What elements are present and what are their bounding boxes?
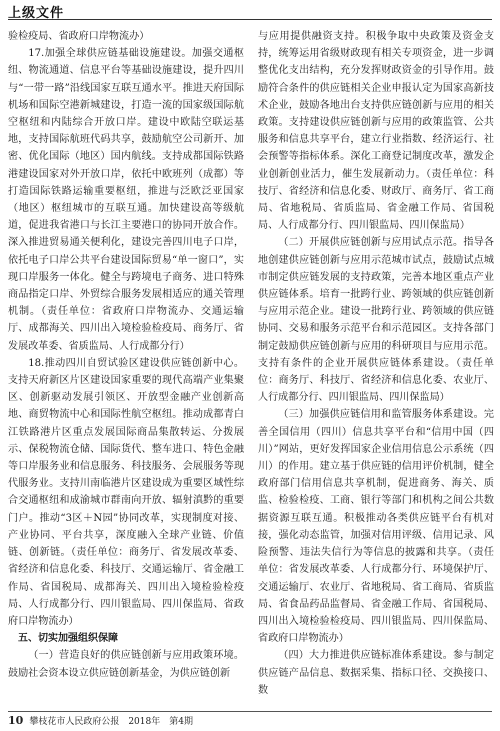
right-column — [258, 28, 494, 708]
paragraph: （四）大力推进供应链标准体系建设。参与制定供应链产品信息、数据采集、指标口径、交换接口、数 — [258, 650, 494, 696]
header-rule — [8, 19, 492, 20]
paragraph: （二）开展供应链创新与应用试点示范。指导各地创建供应链创新与应用示范城市试点，鼓励试点城市制定供应链发展的支持政策，完善本地区重点产业供应链体系。培育一批跨行业、跨领域的供应链创新与应用示范企业。建设一批跨行业、跨领域的供应链协同、交易和服务示范平台和示范园区。支持各部门制定鼓励供应链创新与应用的科研项目与应用示范。支持有条件的企业开展供应链体系建设。（责任单位：商务厅、科技厅、省经济和信息化委、农业厅、人行成都分行、四川银监局、四川保监局） — [258, 237, 494, 404]
left-column — [8, 28, 244, 708]
publication-info: 攀枝花市人民政府公报 2018年 第4期 — [29, 717, 193, 727]
header-title: 上级文件 — [8, 6, 65, 21]
paragraph: （三）加强供应链信用和监管服务体系建设。完善全国信用（四川）信息共享平台和“信用中国（四川）”网站，更好发挥国家企业信用信息公示系统（四川）的作用。建立基于供应链的信用评价机制，健全政府部门信用信息共享机制，促进商务、海关、质监、检验检疫、工商、银行等部门和机构之间公共数据资源互联互通。积极推动各类供应链平台有机对接，强化动态监管，加强对信用评级、信用记录、风险预警、违法失信行为等信息的披露和共享。（责任单位：省发展改革委、人行成都分行、环境保护厅、交通运输厅、农业厅、省地税局、省工商局、省质监局、省食品药品监督局、省金融工作局、省国税局、四川出入境检验检疫局、四川银监局、四川保监局、省政府口岸物流办） — [258, 409, 494, 645]
paragraph: 与应用提供融资支持。积极争取中央政策及资金支持，统筹运用省级财政现有相关专项资金，进一步调整优化支出结构，充分发挥财政资金的引导作用。鼓励符合条件的供应链相关企业申报认定为国家高新技术企业，鼓励各地出台支持供应链创新与应用的相关政策。支持建设供应链创新与应用的政策监管、公共服务和信息共享平台，建立行业指数、经济运行、社会预警等指标体系。深化工商登记制度改革，激发企业创新创业活力，催生发展新动力。（责任单位：科技厅、省经济和信息化委、财政厅、商务厅、省工商局、省地税局、省质监局、省金融工作局、省国税局、人行成都分行、四川银监局、四川保监局） — [258, 31, 494, 232]
paragraph: 17.加强全球供应链基础设施建设。加强交通枢纽、物流通道、信息平台等基础设施建设，提升四川与“一带一路”沿线国家互联互通水平。推进天府国际机场和国际空港新城建设，打造一流的国家级国际航空枢纽和内陆综合开放口岸。建设中欧陆空联运基地，支持国际航班代码共享，鼓励航空公司新开、加密、优化国际（地区）国内航线。支持成都国际铁路港建设国家对外开放口岸，依托中欧班列（成都）等打造国际铁路运输重要枢纽，推进与泛欧泛亚国家（地区）枢纽城市的互联互通。加快建设高等级航道，促进我省港口与长江主要港口的协同开放合作。深入推进贸易通关便利化，建设完善四川电子口岸，依托电子口岸公共平台建设国际贸易“单一窗口”，实现口岸服务一体化。健全与跨境电子商务、进口特殊商品指定口岸、外贸综合服务发展相适应的通关管理机制。（责任单位：省政府口岸物流办、交通运输厅、成都海关、四川出入境检验检疫局、商务厅、省发展改革委、省质监局、人行成都分行） — [8, 48, 244, 352]
page-footer — [8, 711, 492, 727]
footer-rule — [8, 711, 492, 712]
section-heading: 五、切实加强组织保障 — [18, 633, 118, 645]
paragraph: 18.推动四川自贸试验区建设供应链创新中心。支持天府新区片区建设国家重要的现代高端产业集聚区、创新驱动发展引领区、开放型金融产业创新高地、商贸物流中心和国际性航空枢纽。推动成都青白江铁路港片区重点发展国际商品集散转运、分拨展示、保税物流仓储、国际货代、整车进口、特色金融等口岸服务业和信息服务、科技服务、会展服务等现代服务业。支持川南临港片区建设成为重要区域性综合交通枢纽和成渝城市群南向开放、辐射滇黔的重要门户。推动“3区＋N园”协同改革，实现制度对接、产业协同、平台共享，深度融入全球产业链、价值链、创新链。（责任单位：商务厅、省发展改革委、省经济和信息化委、科技厅、交通运输厅、省金融工作局、省国税局、成都海关、四川出入境检验检疫局、人行成都分行、四川银监局、四川保监局、省政府口岸物流办） — [8, 357, 244, 627]
paragraph: 验检疫局、省政府口岸物流办） — [8, 31, 150, 42]
body-columns — [8, 28, 494, 708]
footer-line — [8, 714, 193, 727]
page-number: 10 — [8, 714, 24, 727]
page-header — [0, 0, 500, 20]
paragraph: （一）营造良好的供应链创新与应用政策环境。鼓励社会资本设立供应链创新基金，为供应链创新 — [8, 650, 244, 679]
